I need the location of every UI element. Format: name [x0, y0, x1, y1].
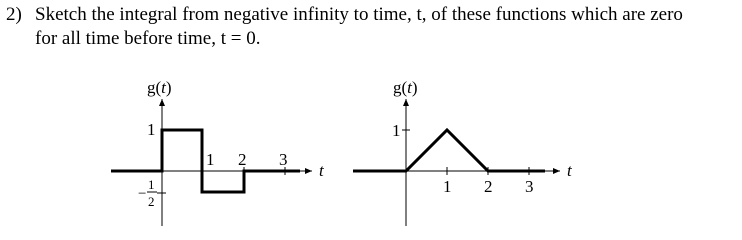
graph-left-y-label: g(t) — [147, 78, 172, 97]
graph-right-x-tick-label-1: 1 — [443, 177, 452, 196]
graph-left-x-label: t — [319, 161, 324, 180]
graph-left — [111, 78, 325, 226]
graph-right-function — [353, 130, 545, 171]
graph-right-x-tick-label-3: 3 — [525, 177, 534, 196]
graph-left-x-tick-label-1: 1 — [206, 150, 215, 169]
question-text-line-2: for all time before time, t = 0. — [35, 28, 261, 49]
graph-left-x-tick-label-3: 3 — [279, 150, 288, 169]
question-number: 2) — [6, 4, 22, 25]
graph-left-x-tick-label-2: 2 — [238, 150, 247, 169]
graph-left-y-tick-neg-sign: − — [138, 186, 147, 202]
graph-right-x-tick-label-2: 2 — [484, 177, 493, 196]
graph-left-y-tick-neg-numerator: 1 — [148, 177, 155, 192]
graph-right — [353, 78, 573, 226]
question-text-line-1: Sketch the integral from negative infinity to time, t, of these functions which are zero — [35, 4, 683, 25]
graph-left-y-tick-1: 1 — [147, 120, 156, 139]
graph-right-y-label: g(t) — [393, 78, 418, 97]
graph-right-x-label: t — [567, 161, 572, 180]
graph-right-y-tick-1: 1 — [392, 121, 401, 140]
graph-left-y-tick-neg-denominator: 2 — [148, 194, 155, 209]
